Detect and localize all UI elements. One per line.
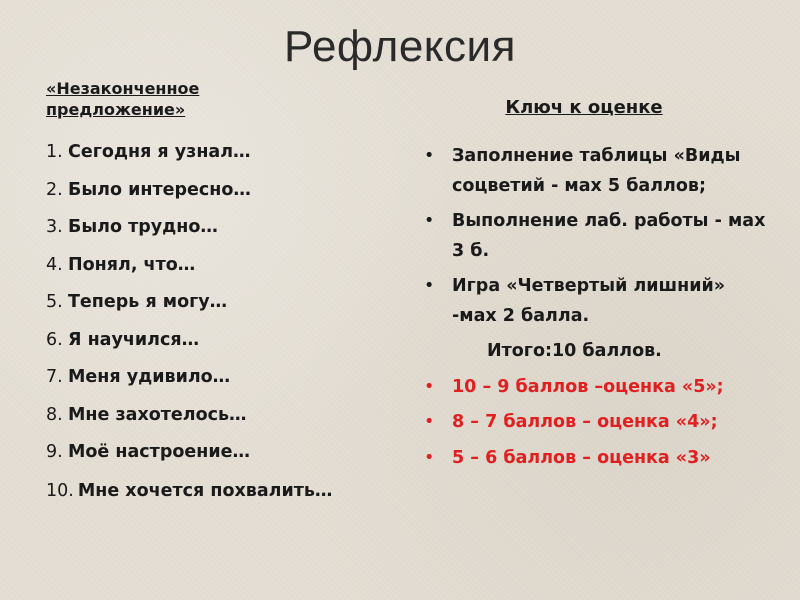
bullet-icon: • [424, 211, 435, 231]
grade-text: 8 – 7 баллов – оценка «4»; [452, 412, 718, 432]
bullet-icon: • [424, 447, 435, 468]
item-text: Сегодня я узнал… [68, 142, 251, 162]
list-item [46, 215, 386, 240]
criteria-text: Заполнение таблицы «Виды соцветий - мах 5 баллов; [452, 146, 741, 196]
bullet-icon: • [424, 146, 435, 166]
item-number: 5. [46, 292, 63, 312]
grade-text: 5 – 6 баллов – оценка «3» [452, 447, 711, 468]
right-column [424, 97, 774, 479]
left-heading: «Незаконченное предложение» [46, 79, 200, 119]
list-item [46, 478, 386, 504]
item-text: Было трудно… [68, 217, 218, 237]
list-item [46, 440, 386, 465]
criteria-text: Игра «Четвертый лишний» -мах 2 балла. [452, 276, 726, 326]
item-number: 3. [46, 217, 63, 237]
grade-text: 10 – 9 баллов –оценка «5»; [452, 376, 724, 397]
bullet-icon: • [424, 412, 435, 432]
item-text: Мне хочется похвалить… [77, 480, 333, 501]
item-text: Я научился… [68, 329, 200, 350]
item-number: 7. [46, 367, 63, 387]
criteria-item [424, 272, 774, 331]
bullet-icon: • [424, 276, 435, 296]
right-heading: Ключ к оценке [505, 97, 663, 118]
grade-item [424, 444, 774, 474]
list-item [46, 290, 386, 315]
item-text: Мне захотелось… [68, 404, 247, 425]
list-item [46, 365, 386, 390]
criteria-item [424, 207, 774, 266]
criteria-item [424, 142, 774, 201]
item-number: 10. [46, 480, 74, 501]
item-number: 1. [46, 142, 63, 162]
bullet-icon: • [424, 376, 435, 397]
left-column [46, 78, 386, 516]
grade-list [424, 373, 774, 474]
sentence-list [46, 140, 386, 504]
list-item [46, 328, 386, 353]
item-text: Меня удивило… [68, 367, 231, 387]
criteria-list [424, 142, 774, 331]
item-text: Понял, что… [68, 254, 196, 275]
criteria-text: Выполнение лаб. работы - мах 3 б. [452, 211, 766, 261]
item-text: Было интересно… [68, 179, 251, 200]
item-text: Моё настроение… [68, 442, 250, 462]
item-number: 8. [46, 404, 63, 425]
list-item [46, 178, 386, 203]
list-item [46, 140, 386, 165]
item-number: 2. [46, 179, 63, 200]
slide-title: Рефлексия [284, 22, 516, 71]
total-score: Итого:10 баллов. [487, 341, 662, 361]
item-number: 6. [46, 329, 63, 350]
item-number: 9. [46, 442, 63, 462]
list-item [46, 253, 386, 278]
item-number: 4. [46, 254, 63, 275]
list-item [46, 403, 386, 428]
grade-item [424, 408, 774, 438]
grade-item [424, 373, 774, 403]
item-text: Теперь я могу… [68, 292, 228, 312]
